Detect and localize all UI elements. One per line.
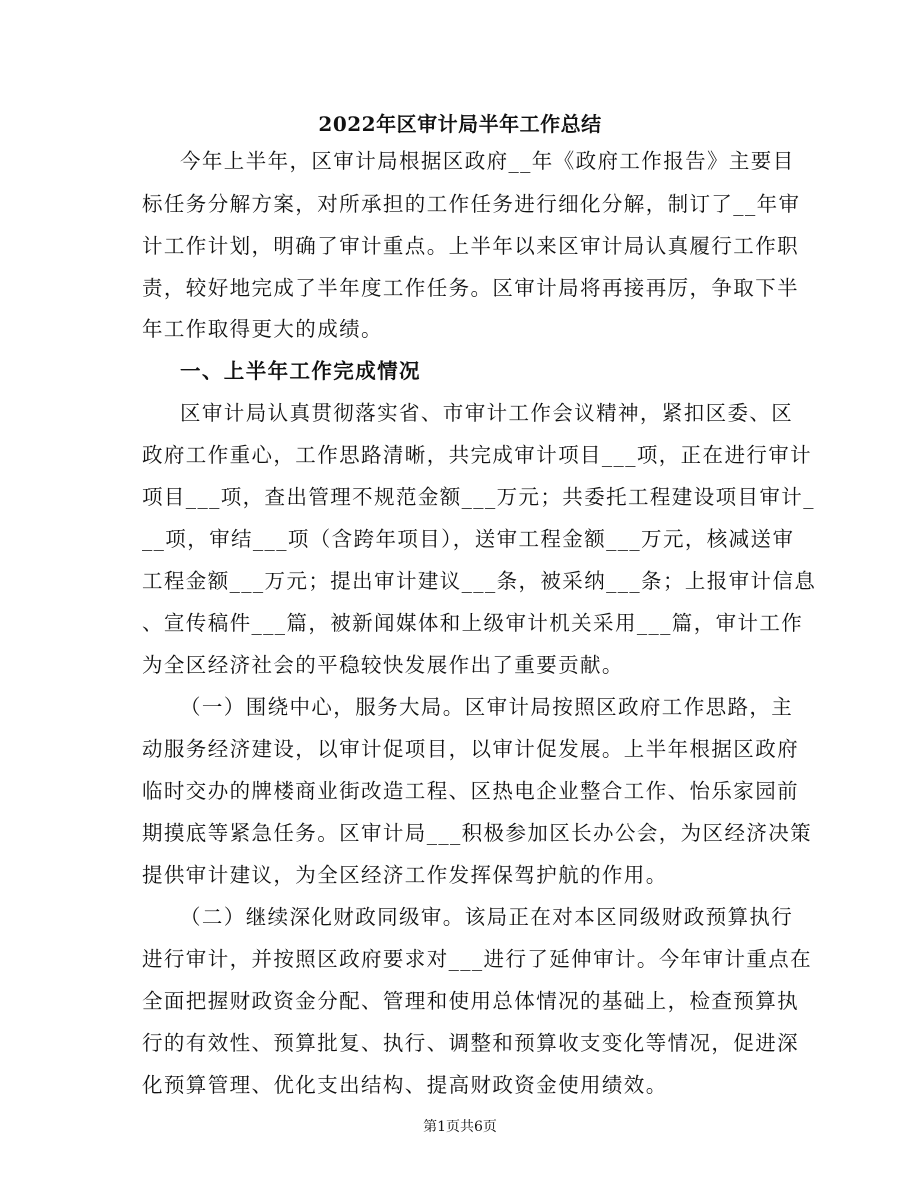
body-line: 临时交办的牌楼商业街改造工程、区热电企业整合工作、怡乐家园前 (142, 779, 799, 803)
body-line: __项，审结___项（含跨年项目），送审工程金额___万元，核减送审 (142, 527, 795, 551)
body-line: 区审计局认真贯彻落实省、市审计工作会议精神，紧扣区委、区 (180, 401, 794, 425)
body-line: 年工作取得更大的成绩。 (142, 317, 383, 341)
body-line: 标任务分解方案，对所承担的工作任务进行细化分解，制订了__年审 (142, 192, 801, 216)
body-line: 项目___项，查出管理不规范金额___万元；共委托工程建设项目审计_ (142, 485, 815, 509)
body-line: 工程金额___万元；提出审计建议___条，被采纳___条；上报审计信息 (142, 569, 817, 593)
document-title: 2022年区审计局半年工作总结 (318, 112, 602, 136)
body-line: 提供审计建议，为全区经济工作发挥保驾护航的作用。 (142, 863, 668, 887)
body-line: 期摸底等紧急任务。区审计局___积极参加区长办公会，为区经济决策 (142, 821, 813, 845)
body-line: 动服务经济建设，以审计促项目，以审计促发展。上半年根据区政府 (142, 737, 799, 761)
section-heading: 一、上半年工作完成情况 (180, 359, 421, 383)
page-footer: 第1页共6页 (423, 1119, 497, 1135)
body-line: 政府工作重心，工作思路清晰，共完成审计项目___项，正在进行审计 (142, 443, 813, 467)
body-line: 进行审计，并按照区政府要求对___进行了延伸审计。今年审计重点在 (142, 947, 813, 971)
body-line: 、宣传稿件___篇，被新闻媒体和上级审计机关采用___篇，审计工作 (142, 611, 804, 635)
body-line: 为全区经济社会的平稳较快发展作出了重要贡献。 (142, 653, 624, 677)
body-line: 全面把握财政资金分配、管理和使用总体情况的基础上，检查预算执 (142, 989, 799, 1013)
body-line: 化预算管理、优化支出结构、提高财政资金使用绩效。 (142, 1073, 668, 1097)
body-line: 今年上半年，区审计局根据区政府__年《政府工作报告》主要目 (180, 149, 795, 173)
body-line: 行的有效性、预算批复、执行、调整和预算收支变化等情况，促进深 (142, 1031, 799, 1055)
body-line: （一）围绕中心，服务大局。区审计局按照区政府工作思路，主 (180, 695, 794, 719)
body-line: （二）继续深化财政同级审。该局正在对本区同级财政预算执行 (180, 905, 794, 929)
body-line: 责，较好地完成了半年度工作任务。区审计局将再接再厉，争取下半 (142, 276, 799, 300)
body-line: 计工作计划，明确了审计重点。上半年以来区审计局认真履行工作职 (142, 234, 799, 258)
